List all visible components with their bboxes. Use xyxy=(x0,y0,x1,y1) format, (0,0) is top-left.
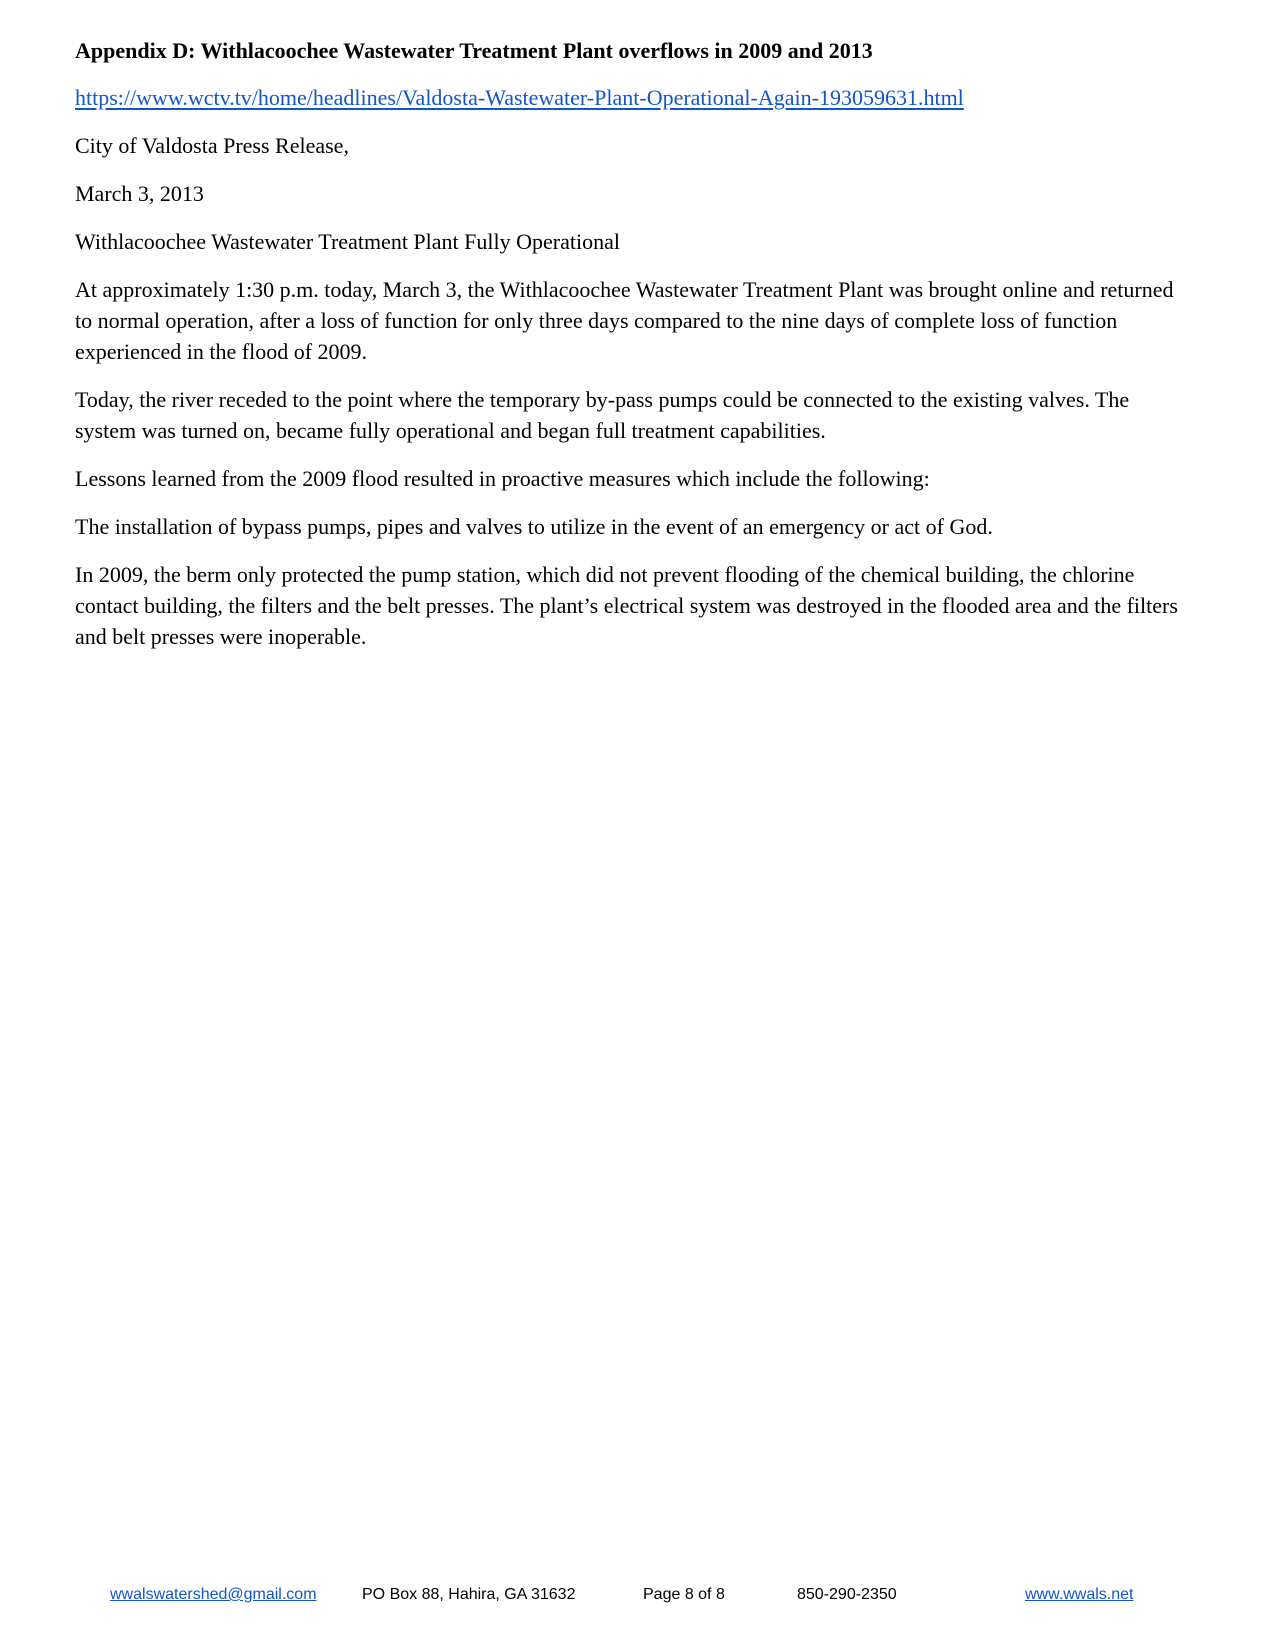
footer-phone: 850-290-2350 xyxy=(797,1586,897,1603)
body-paragraph: The installation of bypass pumps, pipes and valves to utilize in the event of an emergency or act of God. xyxy=(75,514,993,539)
footer-email-link[interactable]: wwalswatershed@gmail.com xyxy=(110,1586,317,1603)
footer-website-link[interactable]: www.wwals.net xyxy=(1025,1586,1134,1603)
body-paragraph: At approximately 1:30 p.m. today, March 3, the Withlacoochee Wastewater Treatment Plant was brought online and returned to normal operation, after a loss of function for only three days compared to the nine days of complete loss of function experienced in the flood of 2009. xyxy=(75,277,1174,364)
page-footer xyxy=(0,1585,1275,1609)
body-paragraph: In 2009, the berm only protected the pump station, which did not prevent flooding of the chemical building, the chlorine contact building, the filters and the belt presses. The plant’s electrical system was destroyed in the flooded area and the filters and belt presses were inoperable. xyxy=(75,562,1178,649)
footer-address: PO Box 88, Hahira, GA 31632 xyxy=(362,1586,576,1603)
appendix-heading: Appendix D: Withlacoochee Wastewater Treatment Plant overflows in 2009 and 2013 xyxy=(75,38,873,63)
document-body xyxy=(75,36,1185,669)
source-url-link[interactable]: https://www.wctv.tv/home/headlines/Valdosta-Wastewater-Plant-Operational-Again-193059631.html xyxy=(75,85,964,110)
release-title: Withlacoochee Wastewater Treatment Plant Fully Operational xyxy=(75,229,620,254)
source-link-paragraph xyxy=(75,82,1185,113)
footer-page-number: Page 8 of 8 xyxy=(643,1586,725,1603)
release-date: March 3, 2013 xyxy=(75,181,204,206)
press-release-label: City of Valdosta Press Release, xyxy=(75,133,349,158)
body-paragraph: Today, the river receded to the point where the temporary by-pass pumps could be connected to the existing valves. The system was turned on, became fully operational and began full treatment capabilities. xyxy=(75,387,1130,443)
body-paragraph: Lessons learned from the 2009 flood resulted in proactive measures which include the following: xyxy=(75,466,930,491)
